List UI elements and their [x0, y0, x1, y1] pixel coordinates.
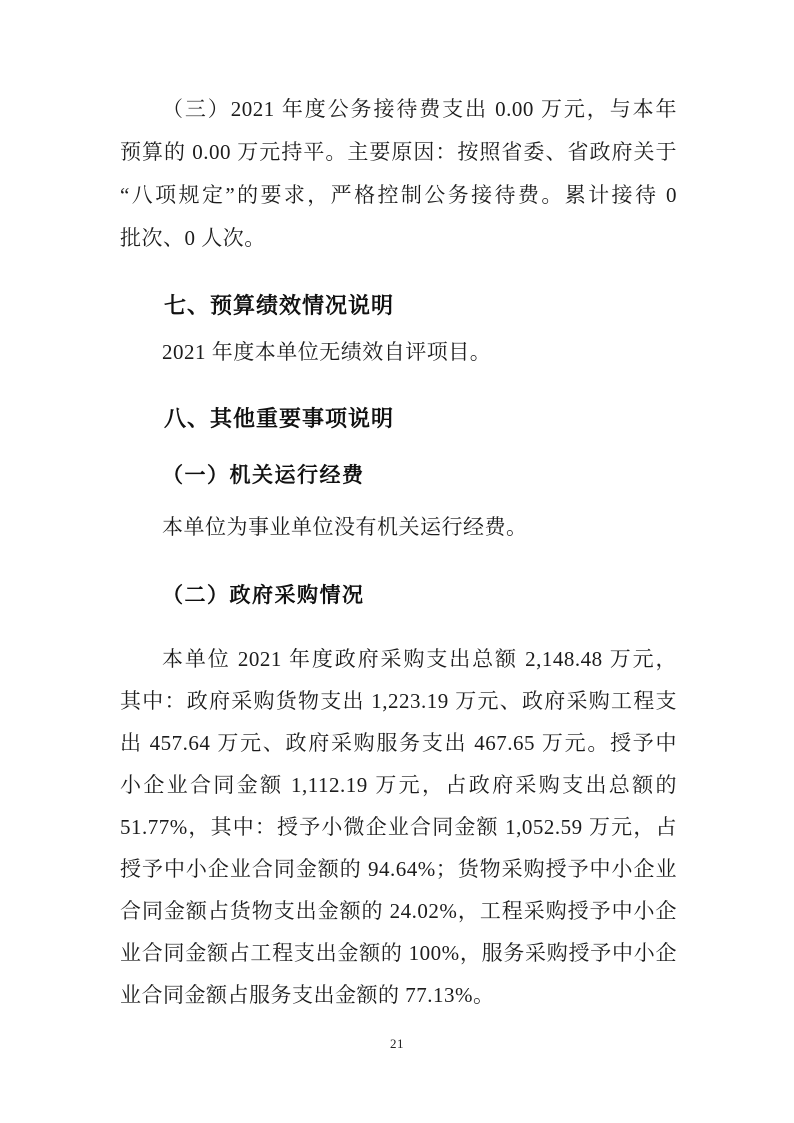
text-line: 小企业合同金额 1,112.19 万元，占政府采购支出总额的 [120, 773, 677, 797]
paragraph-official-reception-expense [120, 88, 677, 260]
text-line: 其中：政府采购货物支出 1,223.19 万元、政府采购工程支 [120, 689, 677, 713]
heading-government-procurement: （二）政府采购情况 [162, 583, 365, 607]
text-line: 业合同金额占工程支出金额的 100%，服务采购授予中小企 [120, 941, 677, 965]
text-line: 合同金额占货物支出金额的 24.02%，工程采购授予中小企 [120, 899, 677, 923]
text-line: 本单位 2021 年度政府采购支出总额 2,148.48 万元， [162, 647, 677, 671]
text-line: “八项规定”的要求，严格控制公务接待费。累计接待 0 [120, 183, 677, 207]
text-line: 业合同金额占服务支出金额的 77.13%。 [120, 983, 495, 1007]
heading-agency-operating-funds: （一）机关运行经费 [162, 463, 365, 487]
text-line: 授予中小企业合同金额的 94.64%；货物采购授予中小企业 [120, 857, 677, 881]
paragraph-government-procurement [120, 638, 677, 1016]
text-line: 出 457.64 万元、政府采购服务支出 467.65 万元。授予中 [120, 731, 677, 755]
text-line: 批次、0 人次。 [120, 226, 266, 250]
text-line: 预算的 0.00 万元持平。主要原因：按照省委、省政府关于 [120, 140, 677, 164]
text-line: （三）2021 年度公务接待费支出 0.00 万元，与本年 [162, 97, 677, 121]
text-line: 51.77%，其中：授予小微企业合同金额 1,052.59 万元，占 [120, 815, 677, 839]
paragraph-agency-operating-funds: 本单位为事业单位没有机关运行经费。 [162, 515, 528, 539]
paragraph-budget-performance: 2021 年度本单位无绩效自评项目。 [162, 340, 492, 364]
page-number: 21 [390, 1036, 404, 1051]
heading-other-important-matters: 八、其他重要事项说明 [164, 406, 395, 431]
heading-budget-performance: 七、预算绩效情况说明 [164, 293, 395, 318]
